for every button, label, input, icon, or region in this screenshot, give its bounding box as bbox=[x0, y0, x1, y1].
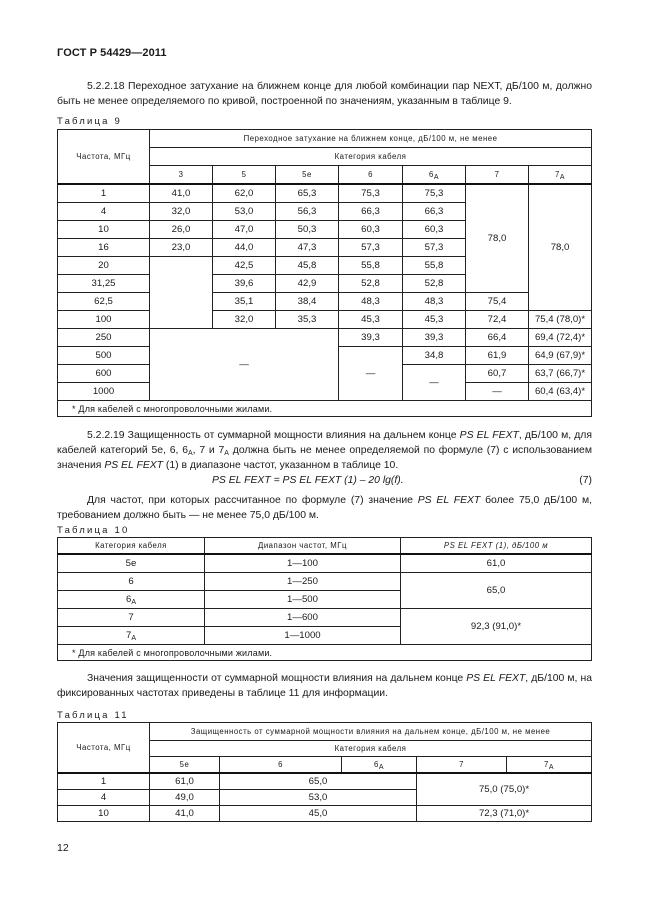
table-cell: 1—1000 bbox=[205, 627, 401, 645]
table-cell: 45,8 bbox=[276, 257, 339, 275]
table-cell: 61,0 bbox=[401, 554, 592, 573]
table10-caption: Таблица 10 bbox=[57, 525, 130, 536]
paragraph-table11: Значения защищенности от суммарной мощности влияния на дальнем конце PS EL FEXT, дБ/100 м, на фиксированных частотах приведены в таблице 11 для информации. bbox=[57, 673, 592, 699]
document-header: ГОСТ Р 54429—2011 bbox=[57, 47, 167, 59]
table-cell: 45,3 bbox=[403, 311, 466, 329]
table-cell: 55,8 bbox=[339, 257, 403, 275]
table-cell: 66,4 bbox=[466, 329, 529, 347]
table11-caption: Таблица 11 bbox=[57, 710, 129, 721]
table-cell: 10 bbox=[58, 806, 150, 822]
table-cell: 31,25 bbox=[58, 275, 150, 293]
table11 bbox=[57, 722, 592, 822]
table9-cat: 5 bbox=[213, 166, 276, 185]
table-cell: 49,0 bbox=[150, 790, 220, 806]
table-cell: $6_A$ bbox=[58, 591, 205, 609]
table-cell: 75,4 (78,0)* bbox=[529, 311, 592, 329]
table-cell: 26,0 bbox=[150, 221, 213, 239]
table9-cat: 3 bbox=[150, 166, 213, 185]
table11-col-freq: Частота, МГц bbox=[58, 723, 150, 774]
table-cell: 4 bbox=[58, 790, 150, 806]
table11-cat: $6_A$ bbox=[342, 757, 417, 774]
table9-col-freq: Частота, МГц bbox=[58, 130, 150, 185]
table9-note: * Для кабелей с многопроволочными жилами. bbox=[58, 401, 592, 417]
table-cell: 61,0 bbox=[150, 773, 220, 790]
table-cell: 57,3 bbox=[403, 239, 466, 257]
table-cell: 52,8 bbox=[403, 275, 466, 293]
table-cell: 63,7 (66,7)* bbox=[529, 365, 592, 383]
table-cell: 65,3 bbox=[276, 184, 339, 203]
table-cell: 35,1 bbox=[213, 293, 276, 311]
table-cell: 16 bbox=[58, 239, 150, 257]
table-cell: 72,3 (71,0)* bbox=[417, 806, 592, 822]
table-cell: 48,3 bbox=[339, 293, 403, 311]
table-cell: 38,4 bbox=[276, 293, 339, 311]
table-cell: 69,4 (72,4)* bbox=[529, 329, 592, 347]
table-cell: 10 bbox=[58, 221, 150, 239]
table-cell: 39,3 bbox=[403, 329, 466, 347]
table9-group-header: Переходное затухание на ближнем конце, дБ/100 м, не менее bbox=[150, 130, 592, 148]
table-cell: 32,0 bbox=[150, 203, 213, 221]
table-cell: 41,0 bbox=[150, 184, 213, 203]
table-cell: 45,0 bbox=[220, 806, 417, 822]
table-cell: 92,3 (91,0)* bbox=[401, 609, 592, 645]
table9-cat: $7_A$ bbox=[529, 166, 592, 185]
page-number: 12 bbox=[57, 842, 69, 854]
table10-note: * Для кабелей с многопроволочными жилами. bbox=[58, 645, 592, 661]
table10-header: Диапазон частот, МГц bbox=[205, 538, 401, 555]
table-cell: 78,0 bbox=[466, 184, 529, 293]
table10-header: Категория кабеля bbox=[58, 538, 205, 555]
table11-cat: 7 bbox=[417, 757, 507, 774]
table10-header: PS EL FEXT (1), дБ/100 м bbox=[401, 538, 592, 555]
table-cell: 52,8 bbox=[339, 275, 403, 293]
table-cell: 60,3 bbox=[403, 221, 466, 239]
table-cell: 48,3 bbox=[403, 293, 466, 311]
table-cell: 47,0 bbox=[213, 221, 276, 239]
table-cell: 1—500 bbox=[205, 591, 401, 609]
table-cell: 75,3 bbox=[339, 184, 403, 203]
table-cell: 75,4 bbox=[466, 293, 529, 311]
table-cell: 56,3 bbox=[276, 203, 339, 221]
table11-cat: $7_A$ bbox=[507, 757, 592, 774]
table-cell: $7_A$ bbox=[58, 627, 205, 645]
table-cell: 53,0 bbox=[213, 203, 276, 221]
table-cell: 78,0 bbox=[529, 184, 592, 311]
table-cell: 600 bbox=[58, 365, 150, 383]
table-cell: 42,5 bbox=[213, 257, 276, 275]
table-cell: 66,3 bbox=[403, 203, 466, 221]
table-cell: 7 bbox=[58, 609, 205, 627]
table9-cat: $6_A$ bbox=[403, 166, 466, 185]
table-cell: 42,9 bbox=[276, 275, 339, 293]
paragraph-5-2-2-19: 5.2.2.19 Защищенность от суммарной мощности влияния на дальнем конце PS EL FEXT, дБ/100 м, для кабелей категорий 5е, 6, $6_A$, 7 и $7_A$ должна быть не менее определяемой по формуле (7) с использованием значения PS EL FEXT (1) в диапазоне частот, указанном в таблице 10. bbox=[57, 430, 592, 471]
table-cell: 23,0 bbox=[150, 239, 213, 257]
table-cell: 57,3 bbox=[339, 239, 403, 257]
table-cell-dash: — bbox=[403, 365, 466, 401]
table-cell: 75,3 bbox=[403, 184, 466, 203]
formula-7 bbox=[57, 475, 592, 490]
table11-cat: 6 bbox=[220, 757, 342, 774]
table-cell: 32,0 bbox=[213, 311, 276, 329]
table-cell: 60,7 bbox=[466, 365, 529, 383]
table9-caption: Таблица 9 bbox=[57, 116, 122, 127]
table-cell: 1000 bbox=[58, 383, 150, 401]
paragraph-frequencies: Для частот, при которых рассчитанное по формуле (7) значение PS EL FEXT более 75,0 дБ/100 м, требованием должно быть — не менее 75,0 дБ/100 м. bbox=[57, 495, 592, 521]
formula-number: (7) bbox=[579, 475, 592, 486]
table-cell: 35,3 bbox=[276, 311, 339, 329]
table-cell: 4 bbox=[58, 203, 150, 221]
table9-cat: 6 bbox=[339, 166, 403, 185]
table11-group-header: Защищенность от суммарной мощности влияния на дальнем конце, дБ/100 м, не менее bbox=[150, 723, 592, 741]
table-cell: 1 bbox=[58, 773, 150, 790]
table10 bbox=[57, 537, 592, 661]
table-cell: 39,6 bbox=[213, 275, 276, 293]
table-cell: 62,5 bbox=[58, 293, 150, 311]
table-cell: 65,0 bbox=[220, 773, 417, 790]
table-cell: 39,3 bbox=[339, 329, 403, 347]
table-cell-empty bbox=[150, 257, 213, 329]
table-cell: — bbox=[466, 383, 529, 401]
table11-cat: 5e bbox=[150, 757, 220, 774]
paragraph-5-2-2-18: 5.2.2.18 Переходное затухание на ближнем конце для любой комбинации пар NEXT, дБ/100 м, должно быть не менее определяемого по кривой, построенной по значениям, указанным в таблице 9. bbox=[57, 81, 592, 107]
table9-cat: 7 bbox=[466, 166, 529, 185]
table-cell: 45,3 bbox=[339, 311, 403, 329]
table9-cat: 5e bbox=[276, 166, 339, 185]
table-cell: 250 bbox=[58, 329, 150, 347]
table-cell: 500 bbox=[58, 347, 150, 365]
table-cell: 75,0 (75,0)* bbox=[417, 773, 592, 806]
table-cell: 1—600 bbox=[205, 609, 401, 627]
table-cell: 34,8 bbox=[403, 347, 466, 365]
table-cell: 72,4 bbox=[466, 311, 529, 329]
table-cell: 6 bbox=[58, 573, 205, 591]
table-cell: 1—250 bbox=[205, 573, 401, 591]
table-cell: 1—100 bbox=[205, 554, 401, 573]
table-cell-dash: — bbox=[150, 329, 339, 401]
table11-sub-header: Категория кабеля bbox=[150, 741, 592, 757]
table9 bbox=[57, 129, 592, 417]
formula-text: PS EL FEXT = PS EL FEXT (1) – 20 lg(f). bbox=[212, 475, 404, 486]
table-cell: 60,4 (63,4)* bbox=[529, 383, 592, 401]
table-cell: 20 bbox=[58, 257, 150, 275]
table-cell: 61,9 bbox=[466, 347, 529, 365]
table-cell: 100 bbox=[58, 311, 150, 329]
table-cell: 5e bbox=[58, 554, 205, 573]
table-cell: 60,3 bbox=[339, 221, 403, 239]
table9-sub-header: Категория кабеля bbox=[150, 148, 592, 166]
table-cell: 65,0 bbox=[401, 573, 592, 609]
table-cell: 64,9 (67,9)* bbox=[529, 347, 592, 365]
table-cell: 50,3 bbox=[276, 221, 339, 239]
table-cell-dash: — bbox=[339, 347, 403, 401]
table-cell: 47,3 bbox=[276, 239, 339, 257]
table-cell: 41,0 bbox=[150, 806, 220, 822]
table-cell: 1 bbox=[58, 184, 150, 203]
table-cell: 66,3 bbox=[339, 203, 403, 221]
table-cell: 55,8 bbox=[403, 257, 466, 275]
table-cell: 44,0 bbox=[213, 239, 276, 257]
table-cell: 62,0 bbox=[213, 184, 276, 203]
table-cell: 53,0 bbox=[220, 790, 417, 806]
